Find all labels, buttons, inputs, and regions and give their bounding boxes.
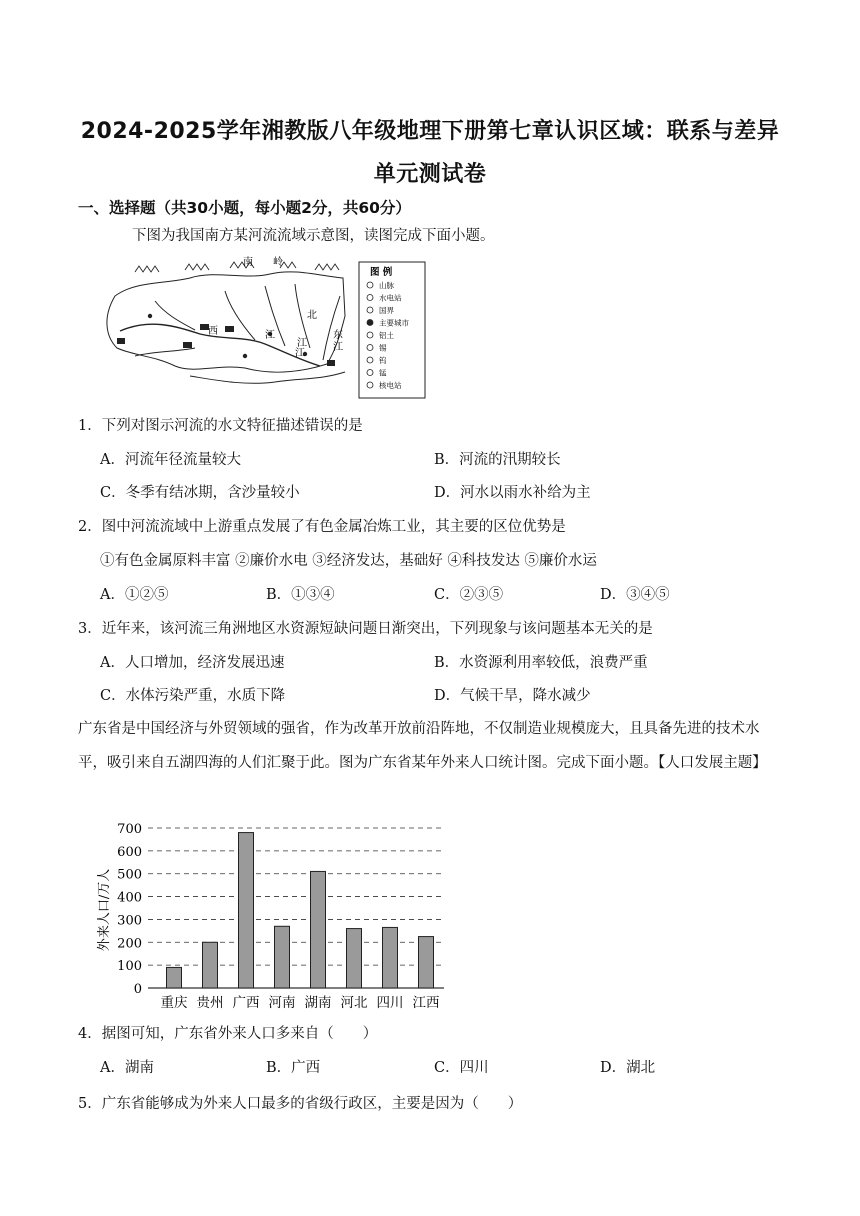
legend-item: 主要城市: [379, 318, 409, 328]
q4-option-a[interactable]: A．湖南: [100, 1060, 154, 1076]
y-tick-label: 300: [117, 913, 142, 929]
page-title: 2024-2025学年湘教版八年级地理下册第七章认识区域：联系与差异: [80, 119, 780, 144]
y-tick-label: 600: [117, 844, 142, 860]
legend-item: 钨: [379, 356, 387, 365]
bar-1: [167, 967, 182, 988]
question-2-stem: 2．图中河流流域中上游重点发展了有色金属冶炼工业，其主要的区位优势是: [78, 519, 566, 535]
legend-symbol-icon: [367, 320, 373, 326]
y-tick-label: 0: [133, 982, 142, 997]
bar-5: [311, 871, 326, 988]
basin-outline: [107, 272, 345, 372]
legend-symbol-icon: [367, 382, 373, 388]
population-bar-chart: [92, 816, 452, 1012]
q2-option-b[interactable]: B．①③④: [266, 587, 335, 603]
legend-item: 铝土: [379, 331, 394, 340]
q3-option-c[interactable]: C．水体污染严重，水质下降: [100, 688, 286, 704]
x-tick-label: 四川: [376, 995, 404, 1011]
intro-text: 下图为我国南方某河流流域示意图，读图完成下面小题。: [132, 228, 495, 244]
x-tick-label: 重庆: [160, 995, 188, 1011]
river-basin-map: [95, 256, 435, 400]
y-axis-label: 外来人口/万人: [97, 868, 112, 952]
map-label: 江: [297, 338, 307, 349]
question-2-statements: ①有色金属原料丰富 ②廉价水电 ③经济发达，基础好 ④科技发达 ⑤廉价水运: [100, 553, 597, 569]
legend-item: 锡: [379, 343, 387, 353]
bar-4: [275, 926, 290, 988]
legend-symbol-icon: [367, 345, 373, 351]
legend-symbol-icon: [367, 357, 373, 363]
legend-symbol-icon: [367, 295, 373, 301]
x-tick-label: 广西: [232, 995, 260, 1011]
x-tick-label: 河北: [340, 995, 368, 1011]
q3-option-b[interactable]: B．水资源利用率较低，浪费严重: [434, 655, 648, 671]
map-legend: [359, 262, 425, 398]
x-tick-label: 湖南: [304, 995, 332, 1011]
legend-item: 水电站: [379, 293, 402, 303]
q2-option-c[interactable]: C．②③⑤: [434, 587, 504, 603]
bar-8: [419, 937, 434, 988]
q1-option-c[interactable]: C．冬季有结冰期，含沙量较小: [100, 485, 300, 501]
q1-option-b[interactable]: B．河流的汛期较长: [434, 452, 561, 468]
question-5-stem: 5．广东省能够成为外来人口最多的省级行政区，主要是因为（ ）: [78, 1096, 523, 1112]
q4-option-b[interactable]: B．广西: [266, 1060, 321, 1076]
page-subtitle: 单元测试卷: [373, 162, 487, 187]
q1-option-d[interactable]: D．河水以雨水补给为主: [434, 485, 591, 501]
q3-option-d[interactable]: D．气候干旱，降水减少: [434, 688, 591, 704]
map-label: 岭: [273, 257, 283, 268]
legend-item: 锰: [379, 368, 387, 378]
map-label: 东: [333, 330, 343, 341]
q2-option-d[interactable]: D．③④⑤: [600, 587, 670, 603]
x-tick-label: 江西: [412, 995, 440, 1011]
map-label: 北: [307, 310, 317, 321]
main-river: [120, 324, 320, 366]
mountain-range: [135, 262, 339, 272]
y-tick-label: 400: [117, 890, 142, 906]
bar-6: [347, 929, 362, 988]
legend-symbol-icon: [367, 332, 373, 338]
q4-option-d[interactable]: D．湖北: [600, 1060, 656, 1076]
y-tick-label: 200: [117, 936, 142, 952]
y-tick-label: 100: [117, 959, 142, 975]
tributary-4: [135, 348, 195, 356]
x-tick-label: 河南: [268, 995, 296, 1011]
y-tick-label: 500: [117, 867, 142, 883]
legend-symbol-icon: [367, 370, 373, 376]
q1-option-a[interactable]: A．河流年径流量较大: [100, 452, 241, 468]
map-label: 南: [243, 257, 253, 268]
legend-item: 核电站: [379, 381, 402, 390]
bar-7: [383, 927, 398, 988]
section-heading: 一、选择题（共30小题，每小题2分，共60分）: [78, 199, 411, 217]
coastline: [190, 372, 345, 383]
legend-item: 山脉: [379, 281, 394, 290]
legend-symbol-icon: [367, 282, 373, 288]
map-label: 江: [295, 348, 305, 359]
map-label: 西: [208, 326, 218, 337]
map-label: 江: [333, 342, 343, 353]
question-3-stem: 3．近年来，该河流三角洲地区水资源短缺问题日渐突出，下列现象与该问题基本无关的是: [78, 621, 653, 637]
q2-option-a[interactable]: A．①②⑤: [100, 587, 169, 603]
passage-text: 广东省是中国经济与外贸领域的强省，作为改革开放前沿阵地，不仅制造业规模庞大，且具备先进的技术水平，吸引来自五湖四海的人们汇聚于此。图为广东省某年外来人口统计图。完成下面小题。【人口发展主题】: [78, 721, 767, 771]
tributary-1: [155, 301, 195, 330]
bar-3: [239, 833, 254, 988]
map-label: 江: [265, 330, 275, 341]
y-tick-label: 700: [117, 822, 142, 837]
q4-option-c[interactable]: C．四川: [434, 1060, 489, 1076]
q3-option-a[interactable]: A．人口增加，经济发展迅速: [100, 655, 285, 671]
legend-title: 图 例: [370, 267, 393, 278]
x-tick-label: 贵州: [196, 995, 224, 1011]
tributary-2: [225, 291, 255, 340]
question-1-stem: 1．下列对图示河流的水文特征描述错误的是: [78, 418, 363, 434]
question-4-stem: 4．据图可知，广东省外来人口多来自（ ）: [78, 1026, 378, 1042]
legend-symbol-icon: [367, 307, 373, 313]
legend-item: 国界: [379, 306, 394, 315]
bar-2: [203, 942, 218, 988]
